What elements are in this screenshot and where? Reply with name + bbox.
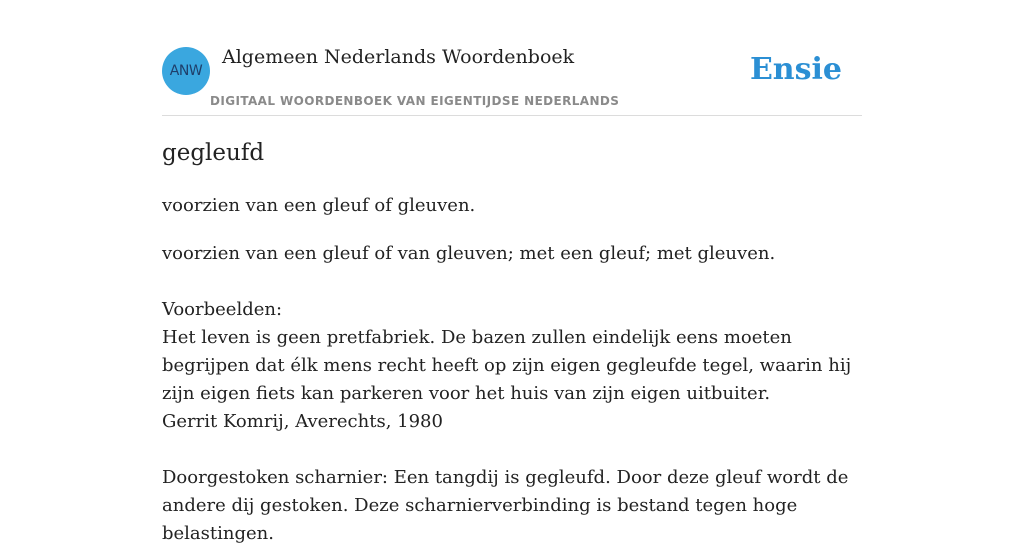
site-header	[162, 0, 862, 116]
example-text: Het leven is geen pretfabriek. De bazen zullen eindelijk eens moeten begrijpen dat élk mens recht heeft op zijn eigen gegleufde tegel, waarin hij zijn eigen fiets kan parkeren voor het huis van zijn eigen uitbuiter.	[162, 327, 852, 404]
ensie-logo-link[interactable]: Ensie	[749, 52, 842, 87]
logo-text: ANW	[169, 63, 203, 79]
entry-summary: voorzien van een gleuf of gleuven.	[162, 195, 476, 216]
site-subtitle: DIGITAAL WOORDENBOEK VAN EIGENTIJDSE NEDERLANDS	[210, 94, 620, 108]
example-source: Gerrit Komrij, Averechts, 1980	[162, 411, 443, 432]
example-text: Doorgestoken scharnier: Een tangdij is gegleufd. Door deze gleuf wordt de andere dij gestoken. Deze scharnierverbinding is bestand tegen hoge belastingen.	[162, 467, 849, 544]
entry-definition-block	[162, 240, 862, 548]
examples-label: Voorbeelden:	[162, 299, 283, 320]
entry-word: gegleufd	[162, 140, 265, 166]
page	[162, 0, 862, 544]
anw-logo[interactable]	[162, 47, 210, 95]
entry-definition: voorzien van een gleuf of van gleuven; met een gleuf; met gleuven.	[162, 243, 776, 264]
site-title[interactable]: Algemeen Nederlands Woordenboek	[222, 46, 575, 68]
